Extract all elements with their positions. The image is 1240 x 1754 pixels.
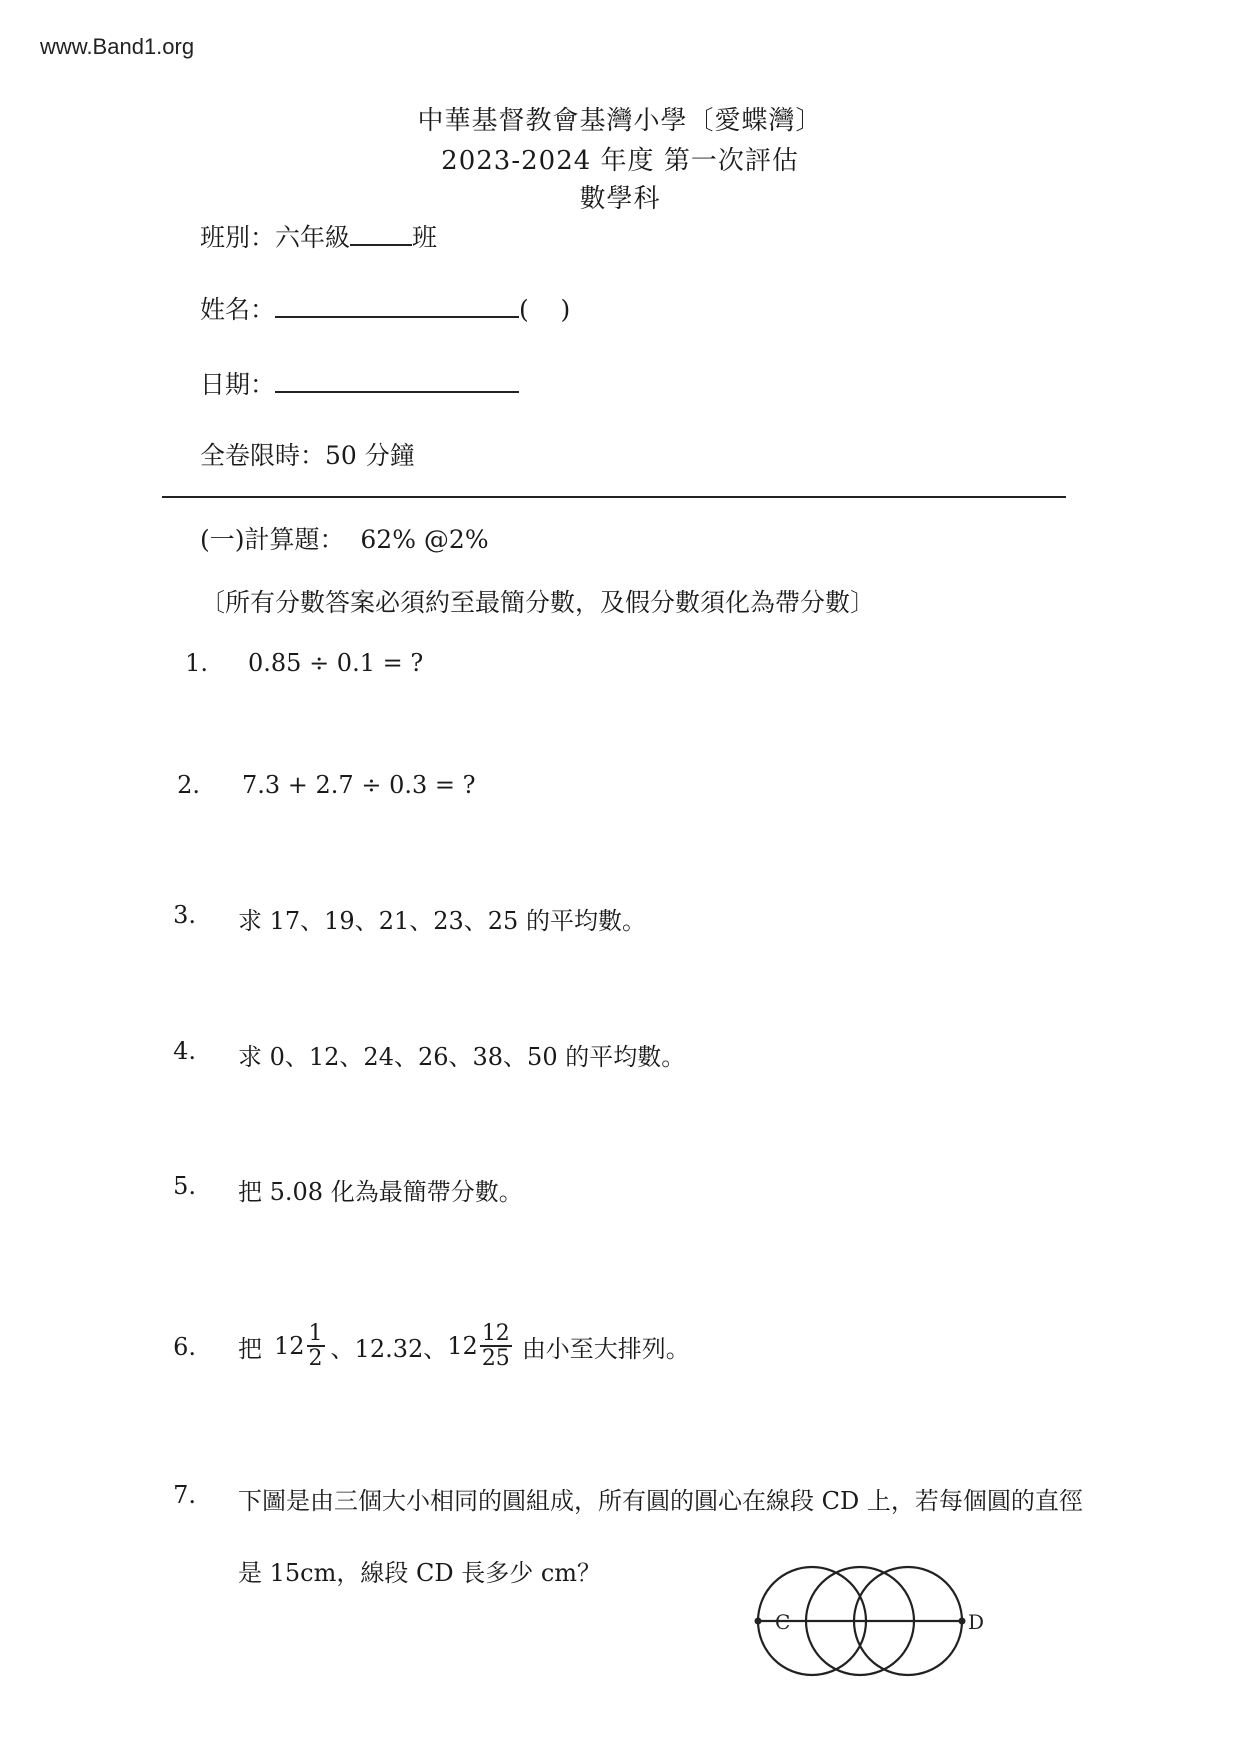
class-suffix: 班: [412, 223, 438, 252]
class-number-paren: ( ): [519, 295, 571, 324]
q6-prefix: 把: [238, 1334, 262, 1363]
class-field: [200, 218, 437, 254]
name-label: 姓名：: [200, 295, 276, 324]
question-text: 把 5.08 化為最簡帶分數。: [238, 1178, 523, 1206]
question-text-line-1: 下圖是由三個大小相同的圓組成，所有圓的圓心在線段 CD 上，若每個圓的直徑: [238, 1487, 1083, 1515]
name-blank[interactable]: [275, 316, 519, 318]
section-instruction: 〔所有分數答案必須約至最簡分數，及假分數須化為帶分數〕: [200, 588, 876, 617]
q6-middle: 、12.32、: [330, 1334, 448, 1363]
mixed-number-whole: 12: [274, 1332, 305, 1360]
question-number: 4.: [173, 1037, 196, 1065]
subject-title: 數學科: [579, 184, 661, 214]
name-field: [200, 290, 570, 326]
fraction-denominator: 2: [308, 1346, 323, 1371]
question-number: 6.: [173, 1333, 196, 1361]
question-text-line-2: 是 15cm，線段 CD 長多少 cm？: [238, 1559, 602, 1587]
question-number: 5.: [173, 1172, 196, 1200]
section-title: (一)計算題： 62% @2%: [200, 525, 489, 554]
fraction-numerator: 12: [481, 1320, 510, 1346]
question-number: 3.: [173, 901, 196, 929]
point-c: [755, 1618, 762, 1625]
question-text: [238, 1306, 690, 1386]
date-blank[interactable]: [275, 391, 519, 393]
question-number: 7.: [173, 1481, 196, 1509]
label-c: C: [775, 1610, 791, 1634]
question-number: 2.: [177, 771, 200, 799]
mixed-number-fraction: [307, 1322, 325, 1370]
three-circles-figure: [740, 1548, 985, 1694]
question-text: 0.85 ÷ 0.1 = ?: [248, 649, 424, 677]
mixed-number-fraction: [480, 1322, 512, 1370]
question-text: 求 17、19、21、23、25 的平均數。: [238, 907, 646, 935]
date-label: 日期：: [200, 370, 276, 399]
fraction-denominator: 25: [481, 1346, 510, 1371]
mixed-number-whole: 12: [447, 1332, 478, 1360]
question-text: 求 0、12、24、26、38、50 的平均數。: [238, 1043, 686, 1071]
point-d: [959, 1618, 966, 1625]
question-text: 7.3 + 2.7 ÷ 0.3 = ?: [242, 771, 476, 799]
exam-year: 2023-2024 年度 第一次評估: [441, 146, 799, 176]
school-name: 中華基督教會基灣小學〔愛蝶灣〕: [417, 106, 823, 136]
question-number: 1.: [185, 649, 208, 677]
date-field: [200, 365, 519, 401]
fraction-numerator: 1: [308, 1320, 323, 1346]
class-blank[interactable]: [350, 244, 412, 246]
class-label: 班別：六年級: [200, 223, 351, 252]
site-watermark: www.Band1.org: [40, 34, 195, 59]
header-divider: [162, 496, 1066, 498]
label-d: D: [968, 1610, 985, 1634]
time-limit: 全卷限時：50 分鐘: [200, 441, 415, 470]
q6-suffix: 由小至大排列。: [521, 1334, 690, 1363]
